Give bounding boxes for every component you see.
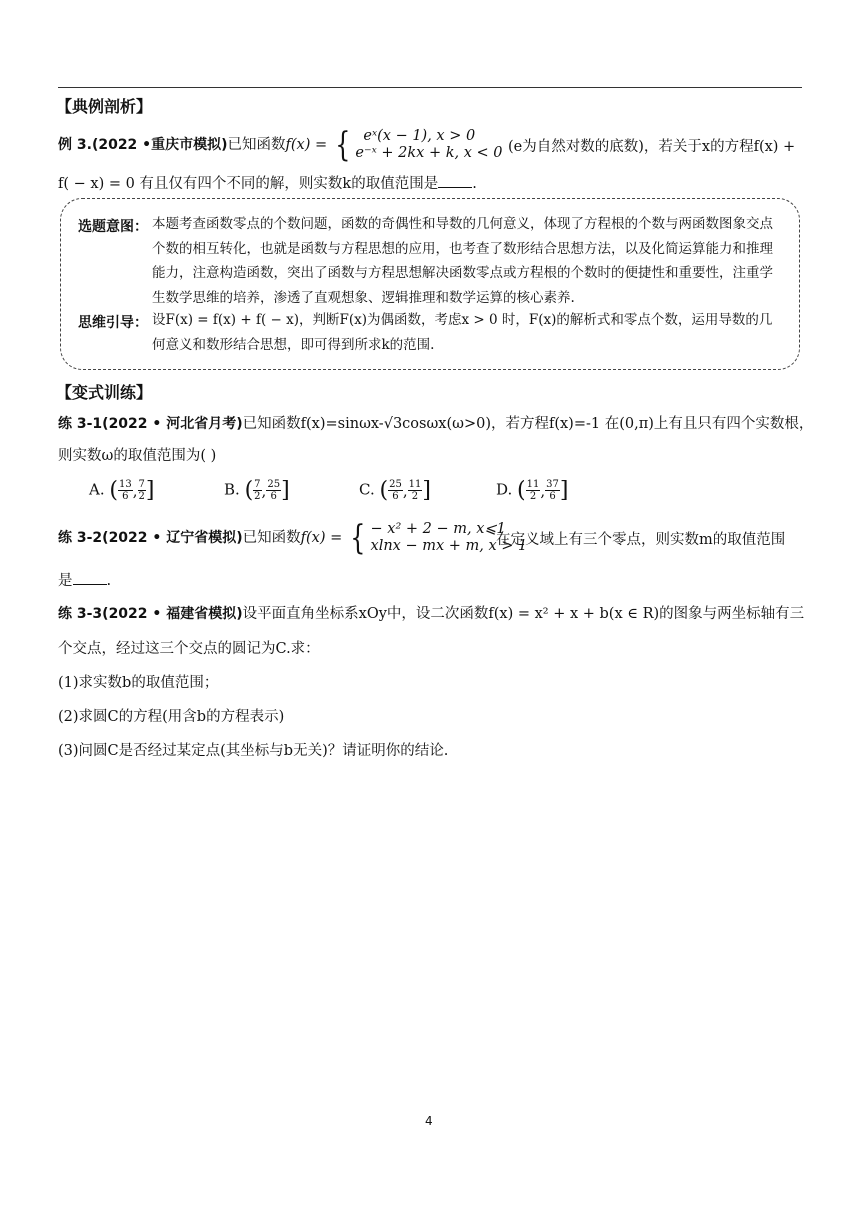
practice-source: (2022 • 辽宁省模拟) — [102, 530, 243, 546]
option-a — [89, 479, 154, 502]
option-c — [359, 479, 431, 502]
frac-num: 37 — [546, 479, 559, 490]
interval: ( $\frac{11}{2}$ , $\frac{37}{6}$ ] — [517, 477, 569, 503]
practice-source: (2022 • 福建省模拟) — [102, 606, 243, 622]
option-letter: A. — [89, 480, 105, 499]
frac-den: 6 — [270, 491, 277, 502]
guide-text: 设F(x) = f(x) + f( − x)，判断F(x)为偶函数，考虑x > 0 时，F(x)的解析式和零点个数，运用导数的几何意义和数形结合思想，即可得到所求k的范围. — [152, 312, 773, 353]
practice-label: 练 3-3 — [58, 606, 103, 622]
frac-num: 11 — [526, 479, 540, 490]
frac-num: 25 — [267, 479, 281, 490]
example-source: (2022 •重庆市模拟) — [91, 137, 228, 153]
frac-den: 6 — [549, 491, 556, 502]
frac-num: 11 — [408, 479, 422, 490]
brace-glyph: { — [335, 125, 351, 165]
frac-den: 6 — [392, 491, 399, 502]
practice-func: f(x) = — [300, 530, 343, 546]
intent-text: 本题考查函数零点的个数问题，函数的奇偶性和导数的几何意义，体现了方程根的个数与两函数图象交点个数的相互转化，也就是函数与方程思想的应用，也考查了数形结合思想方法，以及化简运算能力和推理能力，注意构造函数，突出了函数与方程思想解决函数零点或方程根的个数时的便捷性和重要性，注重学生数学思维的培养，渗透了直观想象、逻辑推理和数学运算的核心素养. — [152, 216, 773, 306]
piecewise-cases — [355, 128, 502, 162]
case-2: e⁻ˣ + 2kx + k, x < 0 — [355, 145, 503, 161]
example-func: f(x) = — [285, 137, 328, 153]
example-3-line1 — [58, 125, 503, 165]
interval: ( $\frac{25}{6}$ , $\frac{11}{2}$ ] — [379, 477, 431, 503]
practice-3-2-text-b: 在定义域上有三个零点，则实数m的取值范围 — [496, 532, 786, 548]
section-title-examples: 【典例剖析】 — [56, 97, 153, 116]
practice-text-a: 已知函数 — [242, 530, 301, 546]
line-text: 是 — [58, 573, 73, 589]
intent-label: 选题意图： — [78, 219, 148, 235]
question-3: (3)问圆C是否经过某定点(其坐标与b无关)？请证明你的结论. — [58, 743, 449, 759]
section-title-practice: 【变式训练】 — [56, 383, 153, 402]
case-1: eˣ(x − 1), x > 0 — [363, 128, 476, 144]
period: . — [106, 573, 112, 589]
question-2: (2)求圆C的方程(用含b的方程表示) — [58, 709, 285, 725]
practice-3-2-line2 — [58, 569, 111, 590]
option-letter: B. — [224, 480, 240, 499]
example-line2-text: f( − x) = 0 有且仅有四个不同的解，则实数k的取值范围是 — [58, 176, 439, 192]
example-3-line2 — [58, 172, 477, 193]
frac-den: 6 — [122, 491, 129, 502]
piecewise-function — [332, 125, 503, 165]
frac-den: 2 — [411, 491, 419, 502]
example-text-b: (e为自然对数的底数)，若关于x的方程f(x) + — [508, 139, 796, 155]
practice-3-3-line1 — [58, 602, 804, 623]
practice-label: 练 3-1 — [58, 416, 103, 432]
guide-label: 思维引导： — [78, 315, 148, 331]
practice-3-3-line2: 个交点，经过这三个交点的圆记为C.求： — [58, 641, 320, 657]
answer-blank — [73, 572, 107, 585]
frac-den: 2 — [254, 491, 261, 502]
example-text-a: 已知函数 — [227, 137, 286, 153]
period: . — [472, 176, 477, 192]
frac-den: 2 — [138, 491, 145, 502]
practice-text: 设平面直角坐标系xOy中，设二次函数f(x) = x² + x + b(x ∈ R)的图象与两坐标轴有三 — [242, 606, 805, 622]
practice-3-2-line1 — [58, 518, 528, 558]
brace-glyph: { — [350, 518, 366, 558]
option-letter: D. — [496, 480, 513, 499]
interval: ( $\frac{13}{6}$ , $\frac{7}{2}$ ] — [109, 477, 155, 503]
practice-text: 已知函数f(x)=sinωx-√3cosωx(ω>0)，若方程f(x)=-1 在(0,π)上有且只有四个实数根， — [242, 416, 814, 432]
frac-num: 7 — [138, 479, 145, 490]
option-b — [224, 479, 290, 502]
top-rule — [58, 87, 802, 88]
example-label: 例 3. — [58, 137, 92, 153]
practice-3-1-line1 — [58, 412, 813, 433]
frac-num: 7 — [254, 479, 261, 490]
option-letter: C. — [359, 480, 375, 499]
option-d — [496, 479, 568, 502]
frac-num: 25 — [389, 479, 402, 490]
frac-den: 2 — [529, 491, 537, 502]
frac-num: 13 — [118, 479, 132, 490]
answer-blank — [438, 175, 472, 188]
practice-label: 练 3-2 — [58, 530, 103, 546]
question-1: (1)求实数b的取值范围； — [58, 675, 219, 691]
case-2: xlnx − mx + m, x > 1 — [370, 538, 528, 554]
interval: ( $\frac{7}{2}$ , $\frac{25}{6}$ ] — [244, 477, 290, 503]
practice-3-1-line2: 则实数ω的取值范围为( ) — [58, 448, 217, 464]
page-number: 4 — [425, 1114, 433, 1128]
practice-source: (2022 • 河北省月考) — [102, 416, 243, 432]
case-1: − x² + 2 − m, x⩽1 — [370, 521, 506, 537]
